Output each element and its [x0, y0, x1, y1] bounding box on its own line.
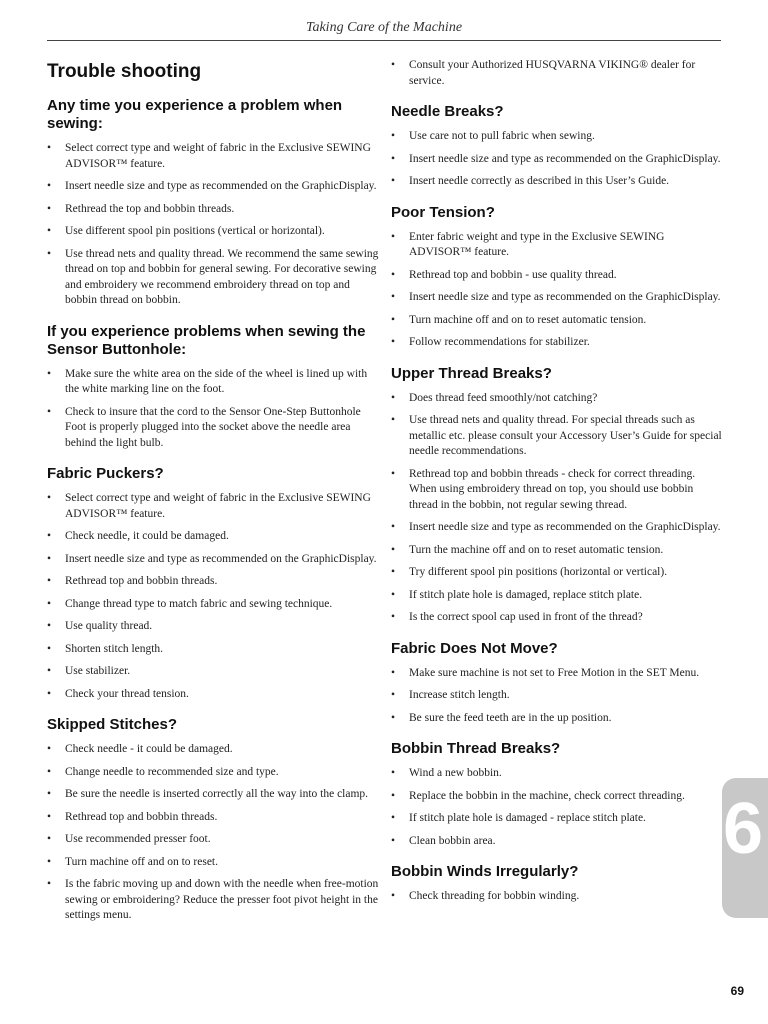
bullet-item: • Turn the machine off and on to reset automatic tension. [391, 543, 723, 559]
bullet-item: • Check needle, it could be damaged. [47, 529, 380, 545]
bullet-item: • Use care not to pull fabric when sewing. [391, 129, 723, 145]
bullet-item: • Rethread the top and bobbin threads. [47, 202, 380, 218]
bullet-item: • Rethread top and bobbin threads. [47, 574, 380, 590]
bullet-item: • Select correct type and weight of fabric in the Exclusive SEWING ADVISOR™ feature. [47, 491, 380, 522]
section-heading: Skipped Stitches? [47, 716, 178, 733]
bullet-item: • Make sure machine is not set to Free Motion in the SET Menu. [391, 666, 723, 682]
running-header [47, 18, 721, 41]
section-heading: Any time you experience a problem when sewing: [47, 97, 343, 132]
bullet-item: • Be sure the feed teeth are in the up position. [391, 711, 723, 727]
troubleshooting-section [391, 740, 723, 849]
bullet-item: • Change thread type to match fabric and sewing technique. [47, 597, 380, 613]
bullet-item: • Check to insure that the cord to the Sensor One-Step Buttonhole Foot is properly plugged into the socket above the needle area behind the light bulb. [47, 405, 380, 452]
bullet-list [391, 129, 723, 190]
page-number: 69 [730, 984, 744, 998]
bullet-item: • Check your thread tension. [47, 687, 380, 703]
bullet-item: • Wind a new bobbin. [391, 766, 723, 782]
bullet-item: • Use quality thread. [47, 619, 380, 635]
running-header-title: Taking Care of the Machine [305, 20, 463, 35]
left-sections [47, 97, 380, 924]
bullet-item: • Be sure the needle is inserted correctly all the way into the clamp. [47, 787, 380, 803]
bullet-list [47, 367, 380, 452]
troubleshooting-section [391, 204, 723, 351]
bullet-item: • Is the correct spool cap used in front of the thread? [391, 610, 723, 626]
section-heading: Poor Tension? [391, 203, 495, 221]
bullet-item: • Use different spool pin positions (vertical or horizontal). [47, 224, 380, 240]
bullet-list [391, 666, 723, 727]
bullet-item: • Follow recommendations for stabilizer. [391, 335, 723, 351]
troubleshooting-section [391, 640, 723, 727]
bullet-item: • Insert needle correctly as described in this User’s Guide. [391, 174, 723, 190]
bullet-item: • Insert needle size and type as recommended on the GraphicDisplay. [391, 520, 723, 536]
bullet-item: • Turn machine off and on to reset. [47, 855, 380, 871]
section-heading: Upper Thread Breaks? [391, 364, 552, 382]
bullet-item: • Change needle to recommended size and type. [47, 765, 380, 781]
bullet-list [391, 889, 723, 905]
bullet-item: • Clean bobbin area. [391, 834, 723, 850]
troubleshooting-section [47, 97, 380, 309]
troubleshooting-section [47, 465, 380, 702]
bullet-item: • Use thread nets and quality thread. We recommend the same sewing thread on top and bobbin for general sewing. For decorative sewing and embroidery we recommend embroidery thread on top and bobbin thread on bobbin. [47, 247, 380, 309]
troubleshooting-section [391, 103, 723, 190]
bullet-item: • Insert needle size and type as recommended on the GraphicDisplay. [391, 152, 723, 168]
section-heading: Needle Breaks? [391, 103, 504, 120]
bullet-list [391, 391, 723, 626]
right-sections [391, 103, 723, 905]
bullet-list [391, 230, 723, 351]
bullet-item: • Enter fabric weight and type in the Exclusive SEWING ADVISOR™ feature. [391, 230, 723, 261]
section-heading: Fabric Does Not Move? [391, 639, 558, 657]
section-heading: Fabric Puckers? [47, 465, 164, 482]
bullet-item: • Try different spool pin positions (horizontal or vertical). [391, 565, 723, 581]
troubleshooting-section [47, 323, 380, 452]
bullet-list [47, 742, 380, 924]
bullet-item: • Turn machine off and on to reset automatic tension. [391, 313, 723, 329]
bullet-item: • Insert needle size and type as recommended on the GraphicDisplay. [47, 552, 380, 568]
bullet-item: • Is the fabric moving up and down with the needle when free-motion sewing or embroidering? Reduce the presser foot pivot height in the settings menu. [47, 877, 380, 924]
section-heading: Bobbin Thread Breaks? [391, 740, 561, 757]
bullet-item: • Rethread top and bobbin - use quality thread. [391, 268, 723, 284]
chapter-number: 6 [722, 789, 764, 869]
bullet-item: • Insert needle size and type as recommended on the GraphicDisplay. [391, 290, 723, 306]
bullet-item: • Use stabilizer. [47, 664, 380, 680]
bullet-item: • Rethread top and bobbin threads - check for correct threading. When using embroidery thread on top, you should use bobbin thread in the bobbin, not regular sewing thread. [391, 467, 723, 514]
bullet-item: • Check threading for bobbin winding. [391, 889, 723, 905]
section-heading: If you experience problems when sewing the Sensor Buttonhole: [47, 322, 366, 358]
bullet-list [47, 141, 380, 309]
section-heading: Bobbin Winds Irregularly? [391, 863, 579, 880]
bullet-list [47, 491, 380, 702]
left-column [47, 58, 380, 938]
bullet-item: • Use thread nets and quality thread. For special threads such as metallic etc. please consult your Accessory User’s Guide for special needle recommendations. [391, 413, 723, 460]
right-column [391, 58, 723, 919]
page-title: Trouble shooting [47, 61, 202, 82]
bullet-item: • Rethread top and bobbin threads. [47, 810, 380, 826]
bullet-item: • Consult your Authorized HUSQVARNA VIKING® dealer for service. [391, 58, 723, 89]
bullet-list [391, 766, 723, 849]
chapter-tab [722, 778, 768, 918]
bullet-item: • Replace the bobbin in the machine, check correct threading. [391, 789, 723, 805]
troubleshooting-section [391, 365, 723, 626]
bullet-item: • Make sure the white area on the side of the wheel is lined up with the white marking line on the foot. [47, 367, 380, 398]
bullet-item: • Insert needle size and type as recommended on the GraphicDisplay. [47, 179, 380, 195]
bullet-item: • Shorten stitch length. [47, 642, 380, 658]
troubleshooting-section [391, 863, 723, 905]
right-intro-list [391, 58, 723, 89]
bullet-item: • Check needle - it could be damaged. [47, 742, 380, 758]
troubleshooting-section [47, 716, 380, 924]
bullet-item: • Increase stitch length. [391, 688, 723, 704]
bullet-item: • If stitch plate hole is damaged - replace stitch plate. [391, 811, 723, 827]
bullet-item: • If stitch plate hole is damaged, replace stitch plate. [391, 588, 723, 604]
bullet-item: • Does thread feed smoothly/not catching? [391, 391, 723, 407]
bullet-item: • Use recommended presser foot. [47, 832, 380, 848]
bullet-item: • Select correct type and weight of fabric in the Exclusive SEWING ADVISOR™ feature. [47, 141, 380, 172]
